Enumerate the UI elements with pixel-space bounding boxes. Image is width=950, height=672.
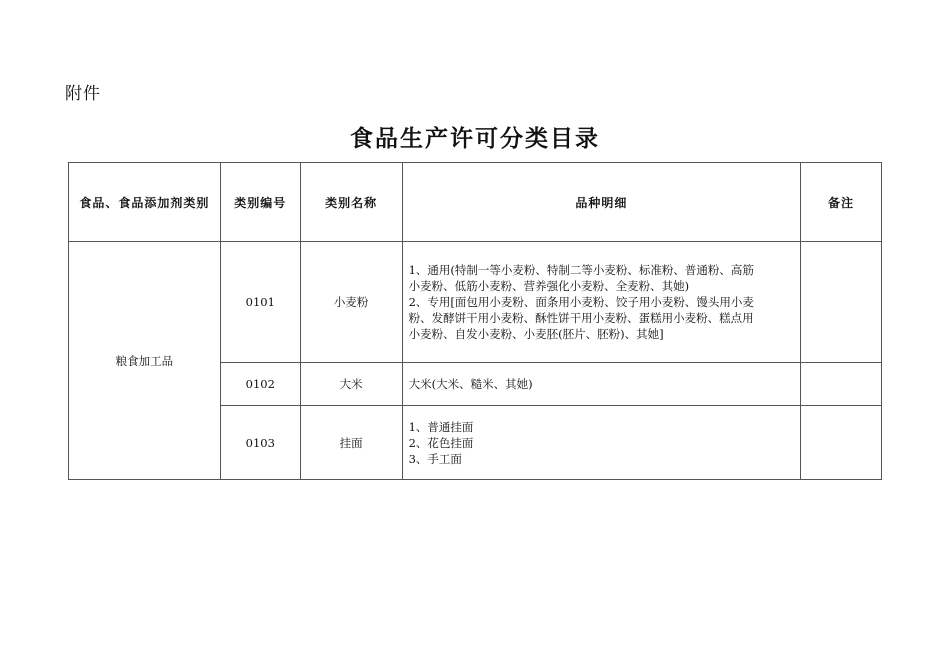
cell-remarks bbox=[801, 242, 882, 363]
cell-name: 挂面 bbox=[300, 406, 402, 480]
detail-line: 大米(大米、糙米、其她) bbox=[408, 377, 533, 391]
header-food-category: 食品、食品添加剂类别 bbox=[69, 163, 221, 242]
document-title: 食品生产许可分类目录 bbox=[350, 125, 600, 152]
detail-line: 2、花色挂面 bbox=[408, 435, 474, 450]
detail-line: 小麦粉、低筋小麦粉、营养强化小麦粉、全麦粉、其她) bbox=[408, 279, 690, 293]
cell-code: 0103 bbox=[220, 406, 300, 480]
header-remarks: 备注 bbox=[801, 163, 882, 242]
detail-line: 粉、发酵饼干用小麦粉、酥性饼干用小麦粉、蛋糕用小麦粉、糕点用 bbox=[408, 311, 754, 325]
table-header-row bbox=[69, 163, 882, 242]
detail-line: 3、手工面 bbox=[408, 451, 462, 466]
classification-table bbox=[68, 162, 882, 480]
cell-name: 大米 bbox=[300, 363, 402, 406]
detail-line: 小麦粉、自发小麦粉、小麦胚(胚片、胚粉)、其她] bbox=[408, 327, 664, 341]
cell-code: 0101 bbox=[220, 242, 300, 363]
attachment-label: 附件 bbox=[65, 84, 101, 104]
detail-line: 2、专用[面包用小麦粉、面条用小麦粉、饺子用小麦粉、馒头用小麦 bbox=[408, 295, 754, 309]
header-category-name: 类别名称 bbox=[300, 163, 402, 242]
detail-line: 1、通用(特制一等小麦粉、特制二等小麦粉、标准粉、普通粉、高筋 bbox=[408, 263, 754, 277]
table-row bbox=[69, 242, 882, 363]
cell-details bbox=[402, 363, 800, 406]
cell-details bbox=[402, 406, 800, 480]
cell-food-category: 粮食加工品 bbox=[69, 242, 221, 480]
cell-details bbox=[402, 242, 800, 363]
cell-name: 小麦粉 bbox=[300, 242, 402, 363]
header-variety-details: 品种明细 bbox=[402, 163, 800, 242]
detail-line: 1、普通挂面 bbox=[408, 419, 474, 434]
header-category-code: 类别编号 bbox=[220, 163, 300, 242]
cell-remarks bbox=[801, 406, 882, 480]
cell-remarks bbox=[801, 363, 882, 406]
cell-code: 0102 bbox=[220, 363, 300, 406]
